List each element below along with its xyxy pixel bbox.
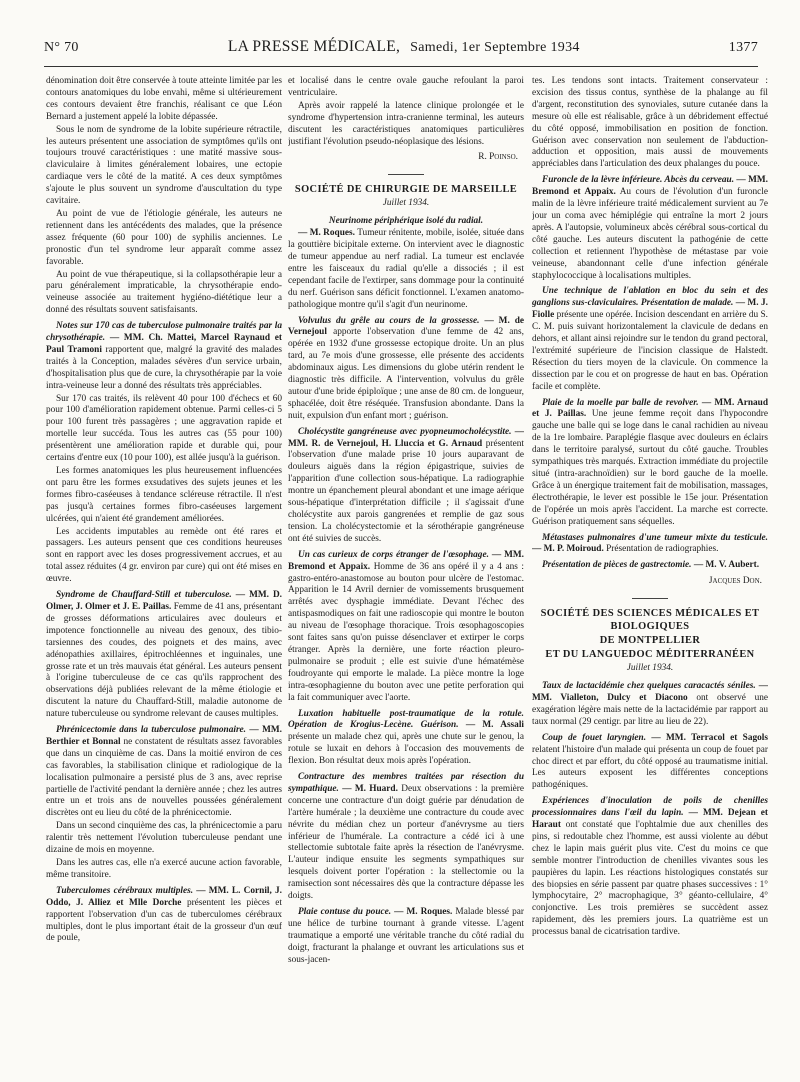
entry-title: Plaie contuse du pouce. [298, 907, 392, 917]
paragraph: Les formes anatomiques les plus heureusement influencées ont paru être les formes exsudatives des sujets jeunes et les formes fibro-caséeuses à tendance scléreuse rétractile. Il n'est pas jusqu'à certaines formes fibro-caséeuses largement ulcérées, qui n'aient été grandement améliorées. [46, 466, 282, 524]
entry-text: relatent l'histoire d'un malade qui présenta un coup de fouet par choc direct et par effort, du côté opposé au traumatisme initial. Les auteurs exposent les différentes conceptions pathogéniques. [532, 744, 768, 791]
abstract-entry [46, 886, 282, 946]
abstract-entry [532, 286, 768, 393]
entry-text: Au cours de l'évolution d'un furoncle malin de la lèvre inférieure traité médicalement survient au 7e jour un coma avec hémiplégie qui entraîne la mort 2 jours après. A l'autopsie, volumineux abcès cérébral sous-cortical du côté gauche. Les auteurs discutent la pathogénie de cette collection et retiennent l'hypothèse de métastase par voie veineuse, abandonnant celle d'une infection générale staphylococcique à localisations multiples. [532, 187, 768, 281]
header-rule [44, 66, 758, 67]
issue-number: N° 70 [44, 40, 79, 55]
entry-title: Un cas curieux de corps étranger de l'œsophage. [298, 549, 489, 560]
entry-text: ont observé une exagération légère mais nette de la lactacidémie par rapport au taux normal (29 centigr. par litre au lieu de 22). [532, 692, 768, 727]
column-1 [46, 76, 282, 1066]
entry-authors: — M. J. Fiolle [532, 298, 768, 321]
section-title: SOCIÉTÉ DES SCIENCES MÉDICALES ET BIOLOGIQUES [540, 608, 760, 633]
entry-authors: — MM. L. Cornil, J. Oddo, J. Alliez et Mlle Dorche [46, 885, 282, 908]
entry-title: Notes sur 170 cas de tuberculose pulmonaire traités par la chrysothérapie. [46, 321, 282, 344]
abstract-entry [532, 681, 768, 729]
entry-title: Taux de lactacidémie chez quelques caracactés séniles. [542, 681, 756, 692]
abstract-entry [532, 560, 768, 572]
abstract-entry [532, 796, 768, 939]
entry-title: Syndrome de Chauffard-Still et tuberculose. [56, 590, 232, 601]
entry-authors: — MM. Vialleton, Dulcy et Diacono [532, 681, 768, 703]
column-3 [532, 76, 768, 1066]
entry-title: Furoncle de la lèvre inférieure. Abcès du cerveau. [542, 175, 735, 186]
entry-text: présentent les pièces et rapportent l'observation d'un cas de tuberculomes cérébraux multiples, dont le plus important était de la grosseur d'un œuf de poule, [46, 897, 282, 944]
entry-title: Coup de fouet laryngien. [542, 732, 647, 743]
entry-authors: — MM. Ch. Mattei, Marcel Raynaud et Paul Tramoni [46, 333, 282, 355]
section-title: SOCIÉTÉ DE CHIRURGIE DE MARSEILLE [294, 184, 518, 196]
entry-title: Neurinome périphérique isolé du radial. [328, 216, 484, 227]
entry-text: ne constatent de résultats assez favorables que dans un cinquième de cas. Dans la moitié environ de ces cas favorables, la stabilisation clinique et radiologique de la localisation pulmonaire a persisté plus de 3 ans, avec reprise partielle de l'activité pendant la dernière année ; chez les autres entre un et trois ans de nouvelles poussées généralement discrètes ont eu lieu du côté de la phrénicectomie. [46, 736, 282, 819]
entry-authors: — MM. Dejean et Haraut [532, 808, 768, 831]
entry-text: ont constaté que l'ophtalmie due aux chenilles des pins, si redoutable chez l'homme, est aussi violente au début chez le lapin mais guérit plus vite. C'est du moins ce que semble montrer l'introduction de chenilles vivantes sous les paupières du lapin. Les réactions histologiques constatés sur des biopsies en série passent par quatre phases successives : 1° lymphocytaire, 2° macrophagique, 3° géanto-cellulaire, 4° conjonctive. Les trois premières se succèdent assez rapidement, dès les premiers jours. La quatrième est un processus banal de cicatrisation tardive. [532, 820, 768, 938]
entry-title: Plaie de la moelle par balle de revolver. [542, 397, 699, 408]
entry-text: Une jeune femme reçoit dans l'hypocondre gauche une balle qui se loge dans le canal rachidien au niveau de la 1re lombaire. Paraplégie flasque avec douleurs en éclairs dans le territoire paralysé, surtout du côté gauche. Troubles sympathiques très marqués. Extraction immédiate du projectile situé (intra-arachnoïdien) sur le bord gauche de la moelle. Grâce à un énergique traitement fait de mobilisation, massages, électrothérapie, le lever est possible le 15e jour. Présentation de l'opérée un mois après l'accident. La marche est correcte. Guérison pratiquement sans séquelles. [532, 409, 768, 527]
entry-text: Homme de 36 ans opéré il y a 4 ans : gastro-entéro-anastomose au bouton pour ulcère de l'estomac. Apparition le 14 Avril dernier de vomissements brusquement arrêtés avec dysphagie immédiate. Devant l'échec des antispasmodiques on fait une radioscopie qui montre le bouton au niveau de l'œsophage thoracique. Trois œsophagoscopies sont faites sans qu'on puisse désenclaver et extirper le corps étranger. Après la dernière, une forte réaction pleuro-pulmonaire se produit ; elle est suivie d'une hématémèse foudroyante qui emporte le malade. La pièce montre la loge intra-œsophagienne du bouton avec une petite perforation qui la fait communiquer avec l'aorte. [288, 561, 524, 703]
entry-title: Contracture des membres traitées par résection du sympathique. [288, 772, 524, 794]
entry-title: Phrénicectomie dans la tuberculose pulmonaire. [56, 725, 247, 736]
abstract-entry [532, 398, 768, 529]
entry-authors: — M. Roques. [394, 907, 453, 917]
entry-title: Volvulus du grêle au cours de la grossesse. [298, 315, 480, 326]
section-divider [388, 174, 424, 175]
entry-title: Métastases pulmonaires d'une tumeur mixte du testicule. [542, 532, 768, 543]
header-center [228, 38, 580, 56]
abstract-entry [532, 175, 768, 282]
column-2 [288, 76, 524, 1066]
abstract-entry [288, 907, 524, 967]
entry-title: Expériences d'inoculation de poils de chenilles processionnaires dans l'œil du lapin. [532, 796, 768, 819]
section-date: Juillet 1934. [626, 663, 674, 674]
entry-authors: — MM. Terracol et Sagols [651, 732, 768, 743]
abstract-entry [46, 590, 282, 721]
entry-authors: — M. P. Moiroud. [532, 544, 604, 555]
abstract-entry [288, 709, 524, 769]
entry-text: Présentation de radiographies. [606, 544, 719, 555]
entry-text: Tumeur rénitente, mobile, isolée, située dans la gouttière bicipitale externe. On intervient avec le diagnostic de tumeur appendue au nerf radial. La tumeur est enclavée entre les faisceaux du radial qu'elle a dissociés ; il est cependant facile de l'extirper, sans dommage pour la continuité du nerf. Guérison sans déficit fonctionnel. L'examen anatomo-pathologique montre qu'il s'agit d'un neurinome. [288, 228, 524, 310]
entry-text: rapportent que, malgré la gravité des malades traités à la Conception, malades sévères d'un service urbain, d'hospitalisation plus que de cure, la chrysothérapie par la voie intra-veineuse leur a donné des résultats très appréciables. [46, 344, 282, 391]
paragraph: Après avoir rappelé la latence clinique prolongée et le syndrome d'hypertension intra-cranienne terminal, les auteurs discutent les caractéristiques anatomiques particulières justifiant l'évolution pseudo-néoplasique des lésions. [288, 100, 524, 147]
section-title: ET DU LANGUEDOC MÉDITERRANÉEN [545, 649, 755, 661]
paragraph: dénomination doit être conservée à toute atteinte limitée par les contours anatomiques du lobe envahi, même si ultérieurement ces contours devaient être franchis, réalisant ce que Léon Bernard a justement appelé la lobite dépassée. [46, 76, 282, 122]
abstract-entry [288, 772, 524, 903]
abstract-entry [288, 550, 524, 705]
entry-text: apporte l'observation d'une femme de 42 ans, opérée en 1932 d'une grossesse ectopique droite. Un an plus tard, au 7e mois d'une grossesse, elle présente des accidents abdominaux aigus. Les dimensions du globe utérin rendent le diagnostic très difficile. A l'intervention, volvulus du grêle autour d'une bride épiploïque ; une anse de 80 cm. de longueur, sphacélée, doit être réséquée. Transfusion abondante. Dans la nuit, expulsion d'un enfant mort ; guérison. [288, 327, 524, 421]
signature: Jacques Don. [708, 576, 762, 587]
abstract-entry [46, 321, 282, 586]
paragraph: Dans un second cinquième des cas, la phrénicectomie a paru ralentir très nettement l'évolution tuberculeuse pendant une dizaine de mois en moyenne. [46, 821, 282, 856]
abstract-entry [532, 733, 768, 793]
entry-authors: — M. V. Aubert. [693, 560, 760, 571]
entry-authors: — MM. Arnaud et J. Paillas. [532, 397, 768, 420]
paragraph: Sous le nom de syndrome de la lobite supérieure rétractile, les auteurs présentent une association de symptômes qu'ils ont toujours trouvé caractéristiques : une matité massive sous-claviculaire à limites généralement lobaires, une ectopie cardiaque vers le côté de la matité. A ces deux symptômes s'ajoute le plus souvent un syndrome d'auscultation du type cavitaire. [46, 124, 282, 207]
entry-text: présente un malade chez qui, après une chute sur le genou, la rotule se luxait en dehors à l'occasion des mouvements de flexion. Bon résultat deux mois après l'opération. [288, 732, 524, 767]
entry-title: Une technique de l'ablation en bloc du sein et des ganglions sus-claviculaires. Présentation de malade. [532, 286, 768, 309]
paragraph: Au point de vue de l'étiologie générale, les auteurs ne retiennent dans les antécédents des malades, que la présence assez fréquente (60 pour 100) de syphilis anciennes. Le pronostic d'un tel syndrome leur apparaît comme assez favorable. [46, 208, 282, 267]
entry-authors: — MM. Bremond et Appaix. [532, 175, 768, 198]
paragraph: et localisé dans le centre ovale gauche refoulant la paroi ventriculaire. [288, 76, 524, 98]
journal-title: LA PRESSE MÉDICALE, [227, 38, 401, 55]
entry-text: présentent l'observation d'une malade prise 10 jours auparavant de douleurs aiguës dans la région épigastrique, suivies de l'apparition d'une collection sous-hépatique. La radiographie montre un épanchement pleural abondant et une image aérique sous-hépatique d'interprétation difficile ; il s'agissait d'une cholécystite aux parois gangrenées et remplie de gaz sous tension. La cholécystectomie et la sérothérapie gangréneuse ont été suivies de succès. [288, 438, 524, 544]
entry-authors: — MM. Berthier et Bonnal [46, 725, 282, 747]
abstract-entry [288, 216, 524, 311]
entry-text: présente une opérée. Incision descendant en arrière du S. C. M. puis suivant horizontalement la clavicule de dedans en dehors, et allant ainsi rejoindre sur le tendon du grand pectoral, l'extrémité supérieure de l'incision classique de Halstedt. Résection du tiers moyen de la clavicule. On commence la dissection par le cou et on progresse de haut en bas. Opération facile et complète. [532, 310, 768, 392]
entry-title: Cholécystite gangréneuse avec pyopneumocholécystite. [298, 426, 512, 437]
section-date: Juillet 1934. [382, 198, 430, 209]
entry-authors: — M. Huard. [342, 783, 398, 794]
entry-authors: — MM. R. de Vernejoul, H. Lluccia et G. Arnaud [288, 426, 524, 449]
entry-title: Présentation de pièces de gastrectomie. [542, 560, 692, 571]
abstract-entry [46, 725, 282, 882]
entry-authors: — M. Roques. [298, 228, 355, 239]
entry-title: Luxation habituelle post-traumatique de la rotule. Opération de Krogius-Lecène. Guérison. [288, 708, 524, 731]
entry-text: Femme de 41 ans, présentant de grosses déformations articulaires avec douleurs et impotence fonctionnelle au niveau des genoux, des tibio-tarsiennes des coudes, des poignets et des mains, avec adénopathies axillaires, épitrochléennes et inguinales, une grosse rate et un très mauvais état général. Les auteurs pensent à l'origine tuberculeuse de ce cas qu'ils rapprochent des observations déjà publiées relevant de la même étiologie et discutent la nature du Chauffard-Still, maladie autonome de nature tuberculeuse ou syndrome relevant de causes multiples. [46, 601, 282, 720]
entry-title: Tuberculomes cérébraux multiples. [56, 885, 194, 896]
entry-authors: — MM. Bremond et Appaix. [288, 549, 524, 572]
paragraph: Dans les autres cas, elle n'a exercé aucune action favorable, même transitoire. [46, 858, 282, 880]
entry-authors: — MM. D. Olmer, J. Olmer et J. E. Paillas. [46, 590, 282, 612]
entry-authors: — M. de Vernejoul [288, 315, 524, 338]
paragraph: Au point de vue thérapeutique, si la collapsothérapie leur a paru généralement impraticable, la chrysothérapie endo-veineuse associée au traitement hygiéno-diététique leur a donné des résultats souvent satisfaisants. [46, 269, 282, 316]
abstract-entry [532, 533, 768, 557]
paragraph: Sur 170 cas traités, ils relèvent 40 pour 100 d'échecs et 60 pour 100 d'amélioration rapidement obtenue. Parmi celles-ci 5 pour 100 furent très passagères ; une aggravation rapide et mortelle leur succéda. Tous les autres cas (55 pour 100) présentèrent une amélioration rapide et durable qui, pour certains d'entre eux (10 pour 100), est allée jusqu'à la guérison. [46, 393, 282, 464]
entry-text: Malade blessé par une hélice de turbine tournant à grande vitesse. L'agent traumatique a emporté une véritable tranche du côté radial du doigt, fracturant la phalange et ouvrant les articulations sus et sous-jacen- [288, 907, 524, 965]
entry-text: Deux observations : la première concerne une contracture d'un doigt guérie par dénudation de l'artère humérale ; la deuxième une contracture du coude avec névrite du médian chez un porteur d'anévrysme au tiers inférieur de l'humérale. La contracture a cédé ici à une stellectomie subtotale faite après la résection de l'anévrysme. L'auteur indique ensuite les segments sympathiques sur lesquels doivent porter l'opération : la stellectomie ou la ramisection sont nécessaires dès que la contracture dépasse les doigts. [288, 783, 524, 902]
signature: R. Poinso. [478, 152, 518, 163]
paragraph: Les accidents imputables au remède ont été rares et passagers. Les auteurs pensent que ces conditions heureuses sont en rapport avec les doses progressivement accrues, et au total assez réduites (4 gr. environ par cure) qui ont été mises en œuvre. [46, 526, 282, 585]
section-title: DE MONTPELLIER [599, 635, 701, 647]
page-header [44, 38, 758, 64]
paragraph: tes. Les tendons sont intacts. Traitement conservateur : excision des tissus contus, synthèse de la phalange au fil d'argent, reconstitution des synoviales, suture cutanée dans la mesure où elle est réalisable, grâce à un débridement effectué du côté opposé, immobilisation en position de fonction. Guérison avec conservation non seulement de l'abduction-adduction et opposition, mais aussi de mouvements appréciables dans l'articulation des deux phalanges du pouce. [532, 76, 768, 170]
issue-date: Samedi, 1er Septembre 1934 [410, 40, 580, 55]
section-divider [632, 598, 668, 599]
abstract-entry [288, 427, 524, 546]
entry-authors: — M. Assali [465, 720, 524, 731]
page-number: 1377 [728, 40, 758, 55]
abstract-entry [288, 316, 524, 423]
